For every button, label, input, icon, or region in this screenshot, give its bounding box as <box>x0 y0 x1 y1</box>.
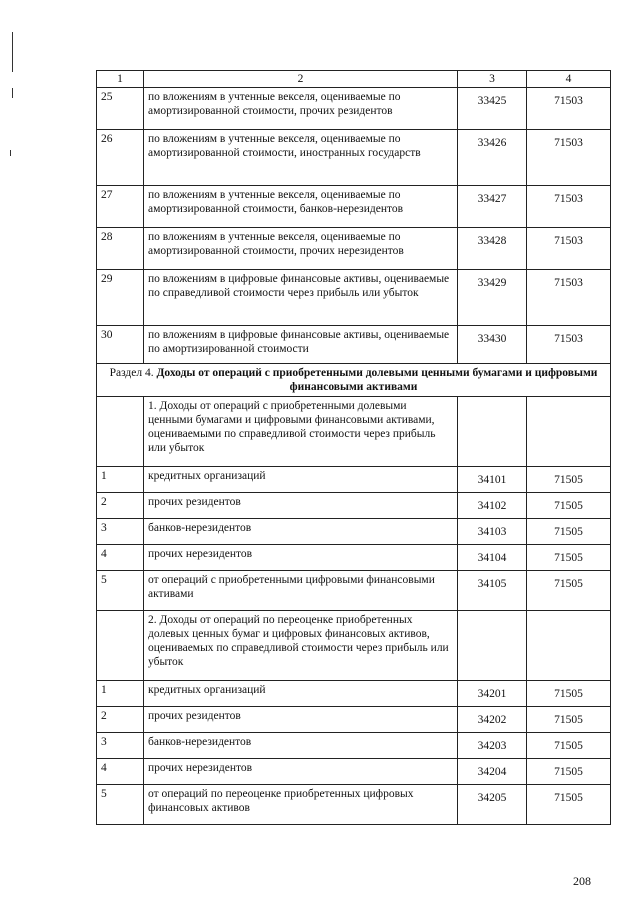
row-description: по вложениям в цифровые финансовые активы, оцениваемые по амортизированной стоимости <box>144 326 458 364</box>
row-account: 71503 <box>527 88 611 130</box>
header-col-4: 4 <box>527 71 611 88</box>
row-number: 3 <box>97 733 144 759</box>
row-description: банков-нерезидентов <box>144 733 458 759</box>
row-description: прочих нерезидентов <box>144 759 458 785</box>
empty-cell <box>527 611 611 681</box>
row-code: 34103 <box>458 519 527 545</box>
table-row <box>97 228 611 270</box>
row-description: кредитных организаций <box>144 467 458 493</box>
row-number: 4 <box>97 759 144 785</box>
row-description: от операций с приобретенными цифровыми финансовыми активами <box>144 571 458 611</box>
row-account: 71505 <box>527 467 611 493</box>
table-row <box>97 130 611 186</box>
row-code: 34102 <box>458 493 527 519</box>
row-description: по вложениям в учтенные векселя, оцениваемые по амортизированной стоимости, прочих резидентов <box>144 88 458 130</box>
table-row <box>97 681 611 707</box>
row-description: прочих резидентов <box>144 493 458 519</box>
row-description: по вложениям в цифровые финансовые активы, оцениваемые по справедливой стоимости через прибыль или убыток <box>144 270 458 326</box>
row-account: 71505 <box>527 759 611 785</box>
row-code: 33429 <box>458 270 527 326</box>
row-code: 34202 <box>458 707 527 733</box>
row-code: 33425 <box>458 88 527 130</box>
group-2-title: 2. Доходы от операций по переоценке приобретенных долевых ценных бумаг и цифровых финансовых активов, оцениваемых по справедливой стоимости через прибыль или убыток <box>144 611 458 681</box>
row-account: 71503 <box>527 130 611 186</box>
row-code: 33426 <box>458 130 527 186</box>
row-code: 34105 <box>458 571 527 611</box>
row-account: 71505 <box>527 519 611 545</box>
row-number: 5 <box>97 785 144 825</box>
table-row <box>97 571 611 611</box>
group-title-row <box>97 397 611 467</box>
row-account: 71503 <box>527 228 611 270</box>
header-col-1: 1 <box>97 71 144 88</box>
section-heading: Доходы от операций с приобретенными долевыми ценными бумагами и цифровыми финансовыми активами <box>156 367 598 393</box>
table-row <box>97 467 611 493</box>
table-row <box>97 733 611 759</box>
row-code: 34201 <box>458 681 527 707</box>
row-account: 71503 <box>527 270 611 326</box>
header-col-3: 3 <box>458 71 527 88</box>
row-description: кредитных организаций <box>144 681 458 707</box>
group-1-title: 1. Доходы от операций с приобретенными долевыми ценными бумагами и цифровыми финансовыми активами, оцениваемыми по справедливой стоимости через прибыль или убыток <box>144 397 458 467</box>
row-number: 29 <box>97 270 144 326</box>
row-number: 3 <box>97 519 144 545</box>
row-account: 71505 <box>527 707 611 733</box>
row-description: по вложениям в учтенные векселя, оцениваемые по амортизированной стоимости, банков-нерезидентов <box>144 186 458 228</box>
row-account: 71505 <box>527 493 611 519</box>
row-description: от операций по переоценке приобретенных цифровых финансовых активов <box>144 785 458 825</box>
row-description: банков-нерезидентов <box>144 519 458 545</box>
header-col-2: 2 <box>144 71 458 88</box>
row-number: 1 <box>97 681 144 707</box>
section-header-row <box>97 364 611 397</box>
row-number: 27 <box>97 186 144 228</box>
row-account: 71503 <box>527 326 611 364</box>
empty-cell <box>458 397 527 467</box>
table-header-row <box>97 71 611 88</box>
row-description: по вложениям в учтенные векселя, оцениваемые по амортизированной стоимости, иностранных государств <box>144 130 458 186</box>
row-number: 4 <box>97 545 144 571</box>
margin-dot-mark <box>10 150 11 156</box>
table-row <box>97 326 611 364</box>
row-number: 30 <box>97 326 144 364</box>
row-code: 34205 <box>458 785 527 825</box>
empty-cell <box>97 611 144 681</box>
empty-cell <box>97 397 144 467</box>
table-row <box>97 270 611 326</box>
page-number: 208 <box>573 874 591 888</box>
row-number: 25 <box>97 88 144 130</box>
table-row <box>97 88 611 130</box>
table-row <box>97 493 611 519</box>
row-code: 33427 <box>458 186 527 228</box>
accounts-table <box>96 70 611 825</box>
row-account: 71505 <box>527 681 611 707</box>
row-number: 28 <box>97 228 144 270</box>
margin-line-mark <box>12 32 13 72</box>
row-number: 1 <box>97 467 144 493</box>
table-row <box>97 519 611 545</box>
row-account: 71503 <box>527 186 611 228</box>
table-row <box>97 707 611 733</box>
row-account: 71505 <box>527 545 611 571</box>
row-description: по вложениям в учтенные векселя, оцениваемые по амортизированной стоимости, прочих нерезидентов <box>144 228 458 270</box>
row-code: 33430 <box>458 326 527 364</box>
section-title <box>97 364 611 397</box>
table-row <box>97 186 611 228</box>
row-number: 2 <box>97 493 144 519</box>
row-description: прочих резидентов <box>144 707 458 733</box>
row-account: 71505 <box>527 785 611 825</box>
table-row <box>97 785 611 825</box>
row-description: прочих нерезидентов <box>144 545 458 571</box>
margin-tick-mark <box>12 88 13 98</box>
row-number: 26 <box>97 130 144 186</box>
empty-cell <box>458 611 527 681</box>
row-number: 5 <box>97 571 144 611</box>
row-code: 34101 <box>458 467 527 493</box>
section-prefix: Раздел 4. <box>109 367 154 379</box>
empty-cell <box>527 397 611 467</box>
table-row <box>97 759 611 785</box>
row-code: 34204 <box>458 759 527 785</box>
row-code: 34203 <box>458 733 527 759</box>
row-code: 33428 <box>458 228 527 270</box>
row-account: 71505 <box>527 571 611 611</box>
table-row <box>97 545 611 571</box>
row-code: 34104 <box>458 545 527 571</box>
row-account: 71505 <box>527 733 611 759</box>
group-title-row <box>97 611 611 681</box>
row-number: 2 <box>97 707 144 733</box>
